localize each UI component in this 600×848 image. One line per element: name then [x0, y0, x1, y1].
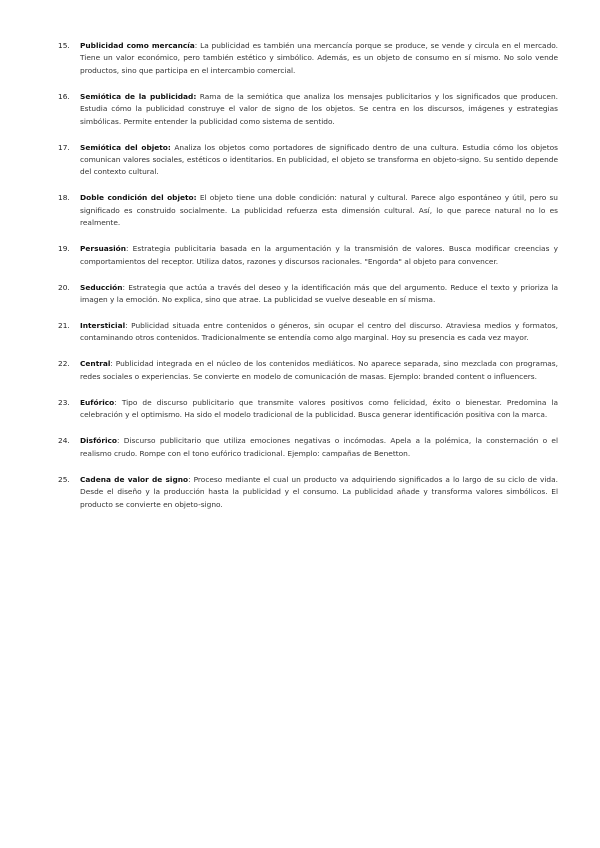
- item-separator: :: [194, 41, 201, 50]
- item-number: 18.: [58, 193, 70, 203]
- item-term: Central: [80, 359, 111, 369]
- list-item: [58, 91, 558, 128]
- item-number: 20.: [58, 282, 70, 292]
- item-term: Eufórico: [80, 397, 115, 407]
- list-item: [58, 320, 558, 345]
- item-text: [80, 435, 558, 460]
- item-separator: :: [126, 244, 133, 254]
- item-text: [80, 474, 558, 511]
- item-separator: :: [188, 474, 194, 484]
- item-text: [80, 40, 558, 77]
- item-term: Cadena de valor de signo: [80, 474, 189, 484]
- item-number: 23.: [58, 397, 70, 407]
- item-text: [80, 91, 558, 128]
- list-item: [58, 435, 558, 460]
- item-text: [80, 142, 558, 179]
- item-body: La publicidad es también una mercancía porque se produce, se vende y circula en el mercado. Tiene un valor económico, pero también estético y simbólico. Además, es un objeto de consumo en sí mismo. No solo vende productos, sino que participa en el intercambio comercial.: [80, 41, 559, 75]
- item-term: Intersticial: [80, 321, 126, 331]
- item-term: Doble condición del objeto:: [80, 193, 197, 203]
- item-separator: :: [110, 359, 116, 369]
- item-number: 21.: [58, 321, 70, 331]
- item-text: [80, 282, 558, 307]
- item-term: Semiótica del objeto:: [80, 142, 171, 152]
- glossary-list: [58, 40, 558, 525]
- item-body: Discurso publicitario que utiliza emociones negativas o incómodas. Apela a la polémica, la consternación o el realismo crudo. Rompe con el tono eufórico tradicional. Ejemplo: campañas de Benetton.: [80, 436, 559, 458]
- item-number: 19.: [58, 244, 70, 254]
- list-item: [58, 397, 558, 422]
- item-number: 24.: [58, 436, 70, 446]
- list-item: [58, 243, 558, 268]
- item-term: Seducción: [80, 282, 123, 292]
- item-body: Rama de la semiótica que analiza los mensajes publicitarios y los significados que producen. Estudia cómo la publicidad construye el valor de signo de los objetos. Se centra en los discursos, imágenes y estrategias simbólicas. Permite entender la publicidad como sistema de sentido.: [80, 91, 558, 126]
- item-body: Tipo de discurso publicitario que transmite valores positivos como felicidad, éxito o bienestar. Predomina la celebración y el optimismo. Ha sido el modelo tradicional de la publicidad. Busca generar identificación positiva con la marca.: [80, 397, 558, 420]
- list-item: [58, 282, 558, 307]
- item-term: Publicidad como mercancía: [80, 41, 195, 50]
- item-number: 15.: [58, 41, 70, 50]
- item-body: El objeto tiene una doble condición: natural y cultural. Parece algo espontáneo y útil, pero su significado es construido socialmente. La publicidad refuerza esta dimensión cultural. Así, lo que parece natural no lo es realmente.: [80, 193, 558, 228]
- item-text: [80, 320, 558, 345]
- item-separator: :: [114, 397, 122, 407]
- list-item: [58, 142, 558, 179]
- list-item: [58, 474, 558, 511]
- item-body: Analiza los objetos como portadores de significado dentro de una cultura. Estudia cómo los objetos comunican valores sociales, estéticos o identitarios. En publicidad, el objeto se transforma en objeto-signo. Su sentido depende del contexto cultural.: [80, 142, 558, 177]
- item-body: Publicidad integrada en el núcleo de los contenidos mediáticos. No aparece separada, sino mezclada con programas, redes sociales o experiencias. Se convierte en modelo de comunicación de masas. Ejemplo: branded content o influencers.: [80, 359, 558, 381]
- item-separator: :: [125, 321, 132, 331]
- item-body: Publicidad situada entre contenidos o géneros, sin ocupar el centro del discurso. Atraviesa medios y formatos, contaminando otros contenidos. Tradicionalmente se entendía como algo marginal. Hoy su presencia es cada vez mayor.: [80, 321, 558, 343]
- item-separator: :: [122, 282, 129, 292]
- item-number: 16.: [58, 91, 70, 101]
- list-item: [58, 40, 558, 77]
- item-term: Disfórico: [80, 436, 117, 446]
- item-number: 22.: [58, 359, 70, 369]
- item-term: Persuasión: [80, 244, 126, 254]
- item-text: [80, 358, 558, 383]
- list-item: [58, 192, 558, 229]
- item-text: [80, 243, 558, 268]
- item-separator: :: [117, 436, 124, 446]
- item-text: [80, 397, 558, 422]
- item-number: 25.: [58, 474, 70, 484]
- list-item: [58, 358, 558, 383]
- item-body: Proceso mediante el cual un producto va adquiriendo significados a lo largo de su ciclo de vida. Desde el diseño y la producción hasta la publicidad y el consumo. La publicidad añade y transforma valores simbólicos. El producto se convierte en objeto-signo.: [80, 474, 559, 509]
- item-body: Estrategia que actúa a través del deseo y la identificación más que del argumento. Reduce el texto y prioriza la imagen y la emoción. No explica, sino que atrae. La publicidad se vuelve deseable en sí misma.: [80, 282, 558, 305]
- item-body: Estrategia publicitaria basada en la argumentación y la transmisión de valores. Busca modificar creencias y comportamientos del receptor. Utiliza datos, razones y discursos racionales. "Engorda" al objeto para convencer.: [80, 244, 558, 266]
- item-text: [80, 192, 558, 229]
- item-term: Semiótica de la publicidad:: [80, 91, 197, 101]
- item-number: 17.: [58, 142, 70, 152]
